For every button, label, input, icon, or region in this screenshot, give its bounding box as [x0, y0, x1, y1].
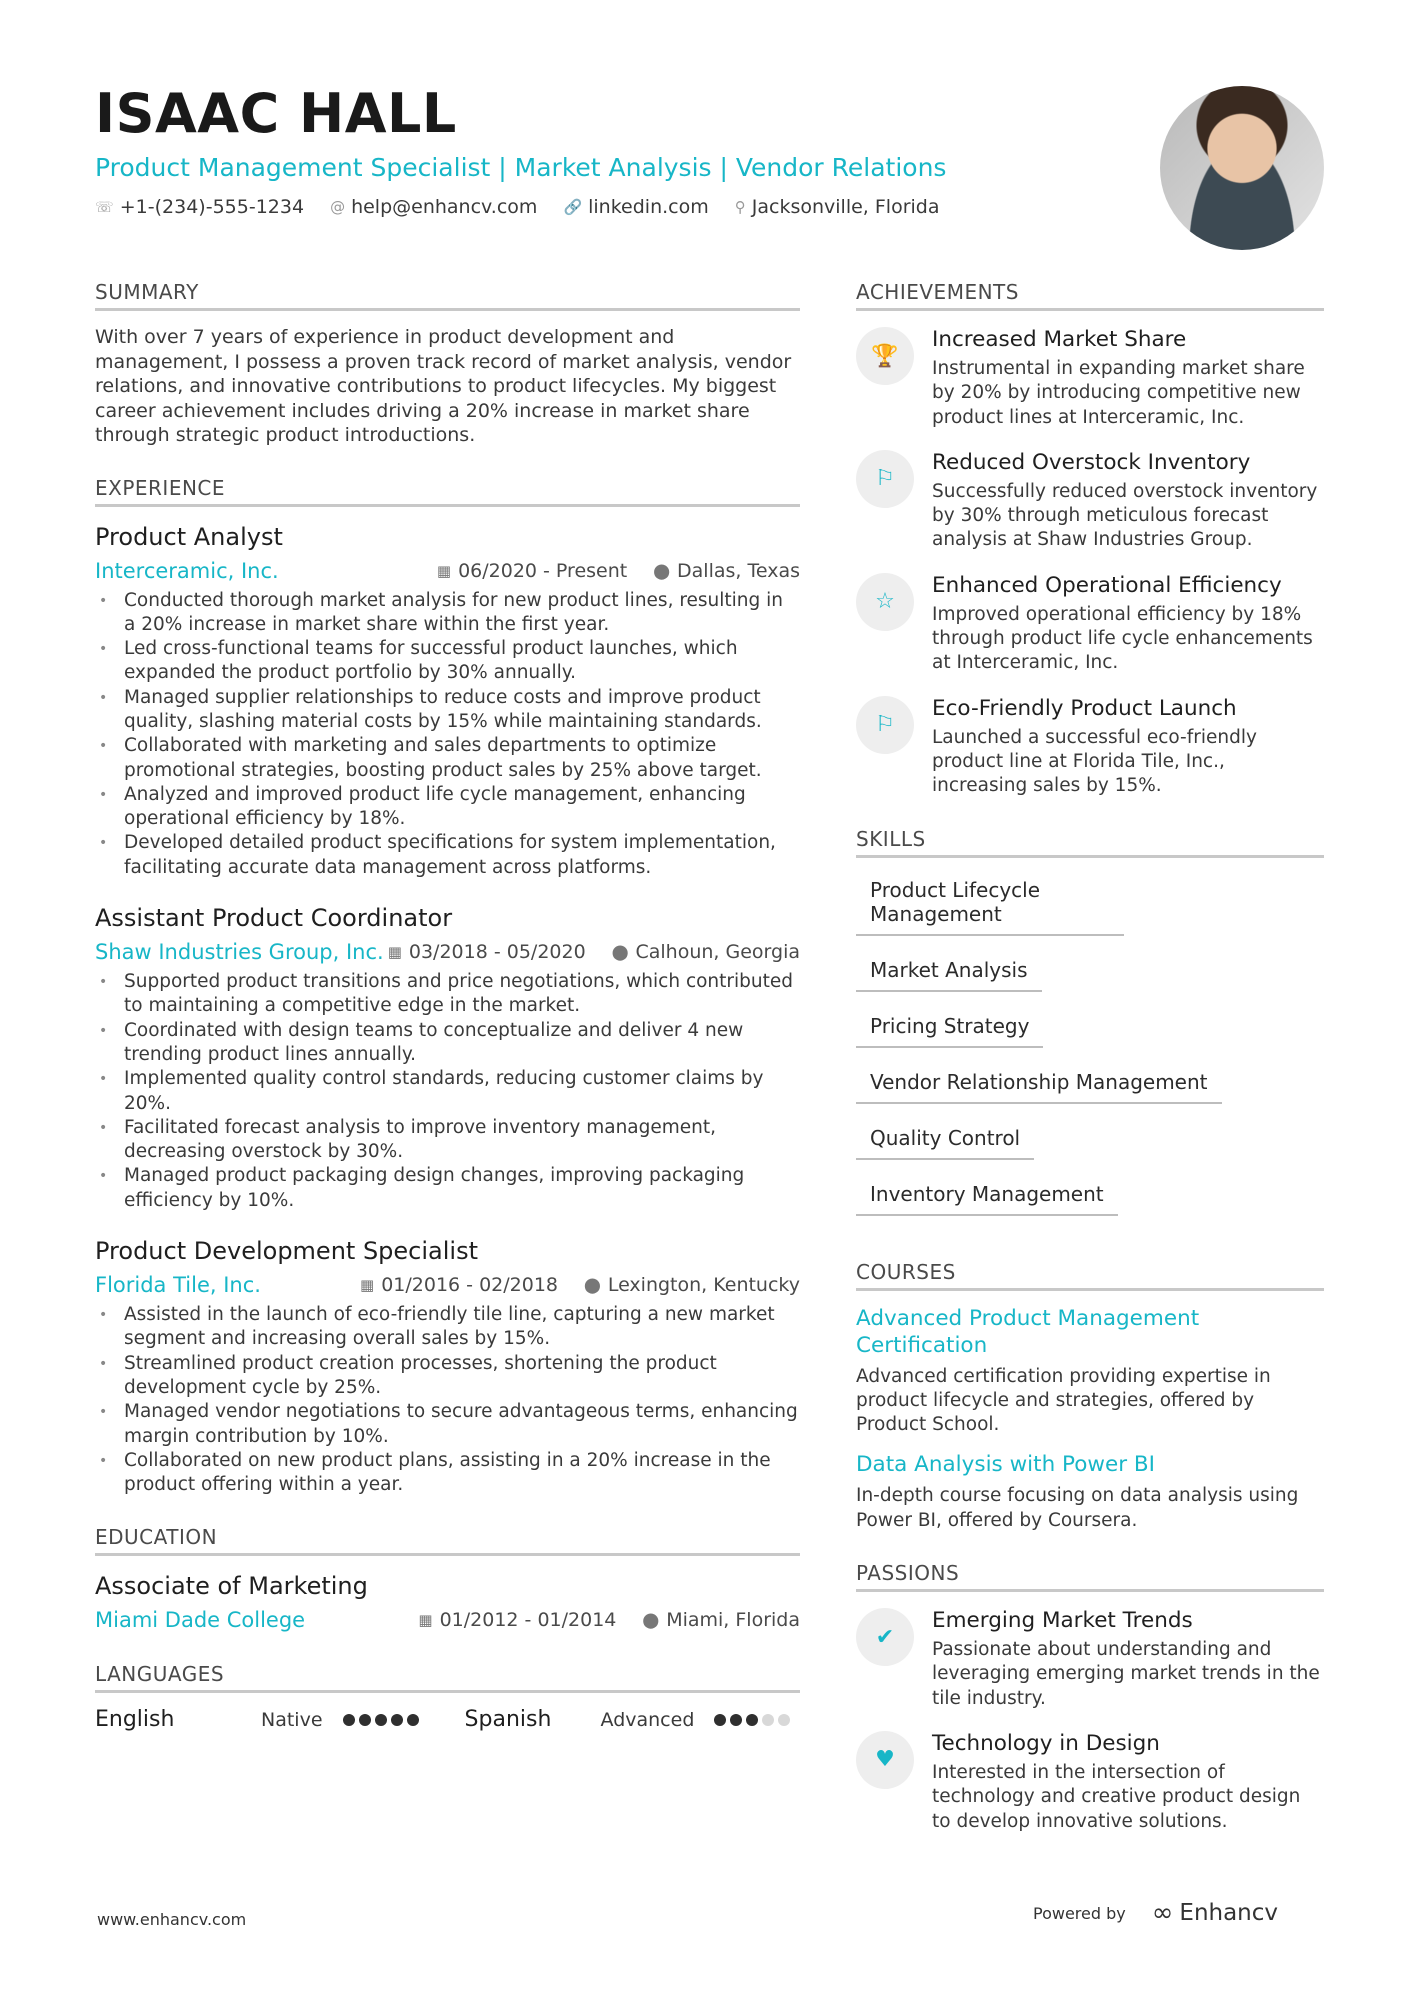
- phone-text: +1-(234)-555-1234: [119, 196, 305, 218]
- star-icon: ☆: [856, 573, 914, 631]
- bullet-item: • Streamlined product creation processes, shortening the product development cycle by 25%.: [95, 1352, 800, 1401]
- job-title: Product Analyst: [95, 522, 283, 551]
- location-pin-icon: ⬤: [611, 943, 629, 962]
- achievement-item: [856, 325, 1324, 430]
- flag-icon: ⚐: [856, 450, 914, 508]
- location-pin-icon: ⬤: [653, 561, 671, 580]
- proficiency-dots: [343, 1714, 423, 1726]
- dates-text: 06/2020 - Present: [458, 559, 628, 582]
- section-title-education: EDUCATION: [95, 1525, 800, 1556]
- link-icon: 🔗: [563, 198, 583, 216]
- calendar-icon: ▦: [387, 943, 402, 962]
- location-pin-icon: ⬤: [642, 1611, 660, 1630]
- achievement-title: Increased Market Share: [932, 327, 1187, 352]
- bullet-item: • Analyzed and improved product life cycle management, enhancing operational efficiency by 18%.: [95, 783, 800, 832]
- calendar-icon: ▦: [436, 561, 452, 580]
- left-column: [95, 280, 800, 1760]
- location-text: Miami, Florida: [666, 1609, 800, 1632]
- footer-branding[interactable]: [1033, 1898, 1278, 1928]
- job-location: [612, 938, 800, 966]
- job-entry: [95, 521, 800, 881]
- skills-section: [856, 827, 1324, 1232]
- section-title-achievements: ACHIEVEMENTS: [856, 280, 1324, 311]
- job-bullets: [95, 1303, 800, 1497]
- degree-title: Associate of Marketing: [95, 1572, 368, 1601]
- language-name: English: [95, 1707, 175, 1733]
- bullet-item: • Managed product packaging design changes, improving packaging efficiency by 10%.: [95, 1164, 800, 1213]
- company-name: Shaw Industries Group, Inc.: [95, 940, 384, 965]
- heart-icon: ♥: [856, 1731, 914, 1789]
- job-meta: [95, 938, 800, 966]
- proficiency-dot: [762, 1714, 774, 1726]
- education-entry: [95, 1570, 800, 1634]
- passion-desc: Interested in the intersection of technology and creative product design to develop innovative solutions.: [932, 1761, 1301, 1832]
- job-dates: [360, 1271, 558, 1299]
- proficiency-dot: [746, 1714, 758, 1726]
- job-title: Product Development Specialist: [95, 1237, 479, 1266]
- job-meta: [95, 1271, 800, 1299]
- header: [95, 82, 1145, 218]
- course-title: Advanced Product Management Certification: [856, 1305, 1200, 1358]
- proficiency-dots: [714, 1714, 794, 1726]
- section-title-summary: SUMMARY: [95, 280, 800, 311]
- languages-row: [95, 1707, 800, 1732]
- skill-tag: Inventory Management: [856, 1176, 1118, 1216]
- proficiency-dot: [359, 1714, 371, 1726]
- passion-title: Technology in Design: [932, 1730, 1160, 1756]
- achievement-title: Enhanced Operational Efficiency: [932, 572, 1282, 598]
- job-bullets: [95, 970, 800, 1213]
- course-title: Data Analysis with Power BI: [856, 1452, 1155, 1478]
- candidate-name: ISAAC HALL: [95, 82, 457, 145]
- contact-linkedin[interactable]: [563, 196, 708, 218]
- dates-text: 01/2012 - 01/2014: [439, 1609, 617, 1632]
- skill-tag: Pricing Strategy: [856, 1008, 1043, 1048]
- section-title-passions: PASSIONS: [856, 1561, 1324, 1592]
- bullet-item: • Assisted in the launch of eco-friendly tile line, capturing a new market segment and increasing overall sales by 15%.: [95, 1303, 800, 1352]
- education-dates: [418, 1606, 616, 1634]
- course-item: [856, 1451, 1324, 1533]
- achievement-title: Reduced Overstock Inventory: [932, 449, 1251, 475]
- skill-tag: Market Analysis: [856, 952, 1042, 992]
- bullet-item: • Coordinated with design teams to conceptualize and deliver 4 new trending product lines annually.: [95, 1019, 800, 1068]
- right-column: [856, 280, 1324, 1862]
- languages-section: [95, 1662, 800, 1732]
- contact-email[interactable]: [330, 196, 537, 218]
- brand-name: Enhancv: [1179, 1900, 1279, 1926]
- courses-section: [856, 1260, 1324, 1533]
- section-title-skills: SKILLS: [856, 827, 1324, 858]
- at-icon: @: [330, 198, 346, 216]
- dates-text: 01/2016 - 02/2018: [381, 1274, 559, 1297]
- passion-desc: Passionate about understanding and leveraging emerging market trends in the tile industry.: [932, 1639, 1320, 1709]
- course-desc: In-depth course focusing on data analysis using Power BI, offered by Coursera.: [856, 1485, 1299, 1531]
- proficiency-dot: [343, 1714, 355, 1726]
- bullet-item: • Implemented quality control standards, reducing customer claims by 20%.: [95, 1067, 800, 1116]
- job-bullets: [95, 589, 800, 881]
- achievement-desc: Launched a successful eco-friendly product line at Florida Tile, Inc., increasing sales by 15%.: [932, 726, 1257, 797]
- passion-title: Emerging Market Trends: [932, 1608, 1193, 1634]
- trophy-icon: 🏆: [856, 327, 914, 385]
- proficiency-dot: [730, 1714, 742, 1726]
- job-location: [584, 1271, 800, 1299]
- footer-website[interactable]: www.enhancv.com: [97, 1910, 247, 1929]
- proficiency-dot: [375, 1714, 387, 1726]
- profile-photo: [1160, 86, 1324, 250]
- company-name: Interceramic, Inc.: [95, 558, 279, 583]
- location-text: Jacksonville, Florida: [751, 196, 940, 218]
- job-dates: [388, 938, 586, 966]
- proficiency-dot: [391, 1714, 403, 1726]
- proficiency-dot: [407, 1714, 419, 1726]
- dates-text: 03/2018 - 05/2020: [408, 941, 586, 964]
- achievement-item: [856, 694, 1324, 799]
- proficiency-dot: [714, 1714, 726, 1726]
- location-text: Lexington, Kentucky: [607, 1274, 800, 1297]
- location-text: Calhoun, Georgia: [635, 941, 800, 964]
- skill-tag: Vendor Relationship Management: [856, 1064, 1222, 1104]
- contact-bar: [95, 196, 1145, 218]
- bullet-item: • Conducted thorough market analysis for new product lines, resulting in a 20% increase in market share within the first year.: [95, 589, 800, 638]
- experience-section: [95, 476, 800, 1498]
- achievement-desc: Improved operational efficiency by 18% through product life cycle enhancements at Interceramic, Inc.: [932, 603, 1313, 674]
- contact-location: [735, 196, 940, 218]
- passion-item: [856, 1606, 1324, 1711]
- school-name: Miami Dade College: [95, 1608, 306, 1633]
- achievements-section: [856, 280, 1324, 799]
- job-meta: [95, 557, 800, 585]
- language-level: Advanced: [600, 1708, 695, 1731]
- contact-phone[interactable]: [95, 196, 304, 218]
- skills-list: [856, 872, 1324, 1232]
- section-title-languages: LANGUAGES: [95, 1662, 800, 1693]
- summary-section: [95, 280, 800, 448]
- passion-item: [856, 1729, 1324, 1834]
- linkedin-text: linkedin.com: [588, 196, 709, 218]
- phone-icon: ☏: [95, 198, 114, 216]
- section-title-experience: EXPERIENCE: [95, 476, 800, 507]
- bullet-item: • Led cross-functional teams for successful product launches, which expanded the product portfolio by 30% annually.: [95, 637, 800, 686]
- headline: Product Management Specialist | Market Analysis | Vendor Relations: [95, 153, 947, 182]
- education-location: [642, 1606, 800, 1634]
- education-section: [95, 1525, 800, 1634]
- bullet-item: • Managed vendor negotiations to secure advantageous terms, enhancing margin contribution by 10%.: [95, 1400, 800, 1449]
- summary-text: With over 7 years of experience in product development and management, I possess a proven track record of market analysis, vendor relations, and innovative contributions to product lifecycles. My biggest career achievement includes driving a 20% increase in market share through strategic product introductions.: [95, 326, 792, 446]
- bullet-item: • Managed supplier relationships to reduce costs and improve product quality, slashing material costs by 15% while maintaining standards.: [95, 686, 800, 735]
- skill-tag: Quality Control: [856, 1120, 1034, 1160]
- bullet-item: • Collaborated on new product plans, assisting in a 20% increase in the product offering within a year.: [95, 1449, 800, 1498]
- company-name: Florida Tile, Inc.: [95, 1273, 261, 1298]
- bullet-item: • Developed detailed product specifications for system implementation, facilitating accurate data management across platforms.: [95, 831, 800, 880]
- bullet-item: • Supported product transitions and price negotiations, which contributed to maintaining a competitive edge in the market.: [95, 970, 800, 1019]
- email-text: help@enhancv.com: [351, 196, 538, 218]
- job-dates: [437, 557, 627, 585]
- flag-icon: ⚐: [856, 696, 914, 754]
- location-pin-icon: ⬤: [584, 1276, 601, 1295]
- bullet-item: • Facilitated forecast analysis to improve inventory management, decreasing overstock by 30%.: [95, 1116, 800, 1165]
- language-level: Native: [261, 1708, 323, 1731]
- achievement-desc: Instrumental in expanding market share by 20% by introducing competitive new product lines at Interceramic, Inc.: [932, 358, 1305, 428]
- course-item: [856, 1305, 1324, 1438]
- achievement-item: [856, 448, 1324, 553]
- job-entry: [95, 902, 800, 1213]
- location-text: Dallas, Texas: [677, 559, 800, 582]
- calendar-icon: ▦: [418, 1611, 433, 1630]
- enhancv-logo-icon: ∞: [1151, 1898, 1170, 1928]
- job-entry: [95, 1235, 800, 1497]
- check-icon: ✔: [856, 1608, 914, 1666]
- course-desc: Advanced certification providing expertise in product lifecycle and strategies, offered by Product School.: [856, 1365, 1271, 1436]
- bullet-item: • Collaborated with marketing and sales departments to optimize promotional strategies, boosting product sales by 25% above target.: [95, 734, 800, 783]
- education-meta: [95, 1606, 800, 1634]
- proficiency-dot: [778, 1714, 790, 1726]
- job-location: [653, 557, 800, 585]
- powered-by-text: Powered by: [1033, 1903, 1126, 1923]
- job-title: Assistant Product Coordinator: [95, 904, 453, 933]
- achievement-title: Eco-Friendly Product Launch: [932, 695, 1237, 721]
- calendar-icon: ▦: [360, 1276, 375, 1295]
- section-title-courses: COURSES: [856, 1260, 1324, 1291]
- skill-tag: Product Lifecycle Management: [856, 872, 1124, 936]
- language-name: Spanish: [464, 1707, 552, 1733]
- passions-section: [856, 1561, 1324, 1834]
- achievement-item: [856, 571, 1324, 676]
- location-icon: ⚲: [734, 198, 746, 216]
- achievement-desc: Successfully reduced overstock inventory by 30% through meticulous forecast analysis at Shaw Industries Group.: [932, 480, 1318, 551]
